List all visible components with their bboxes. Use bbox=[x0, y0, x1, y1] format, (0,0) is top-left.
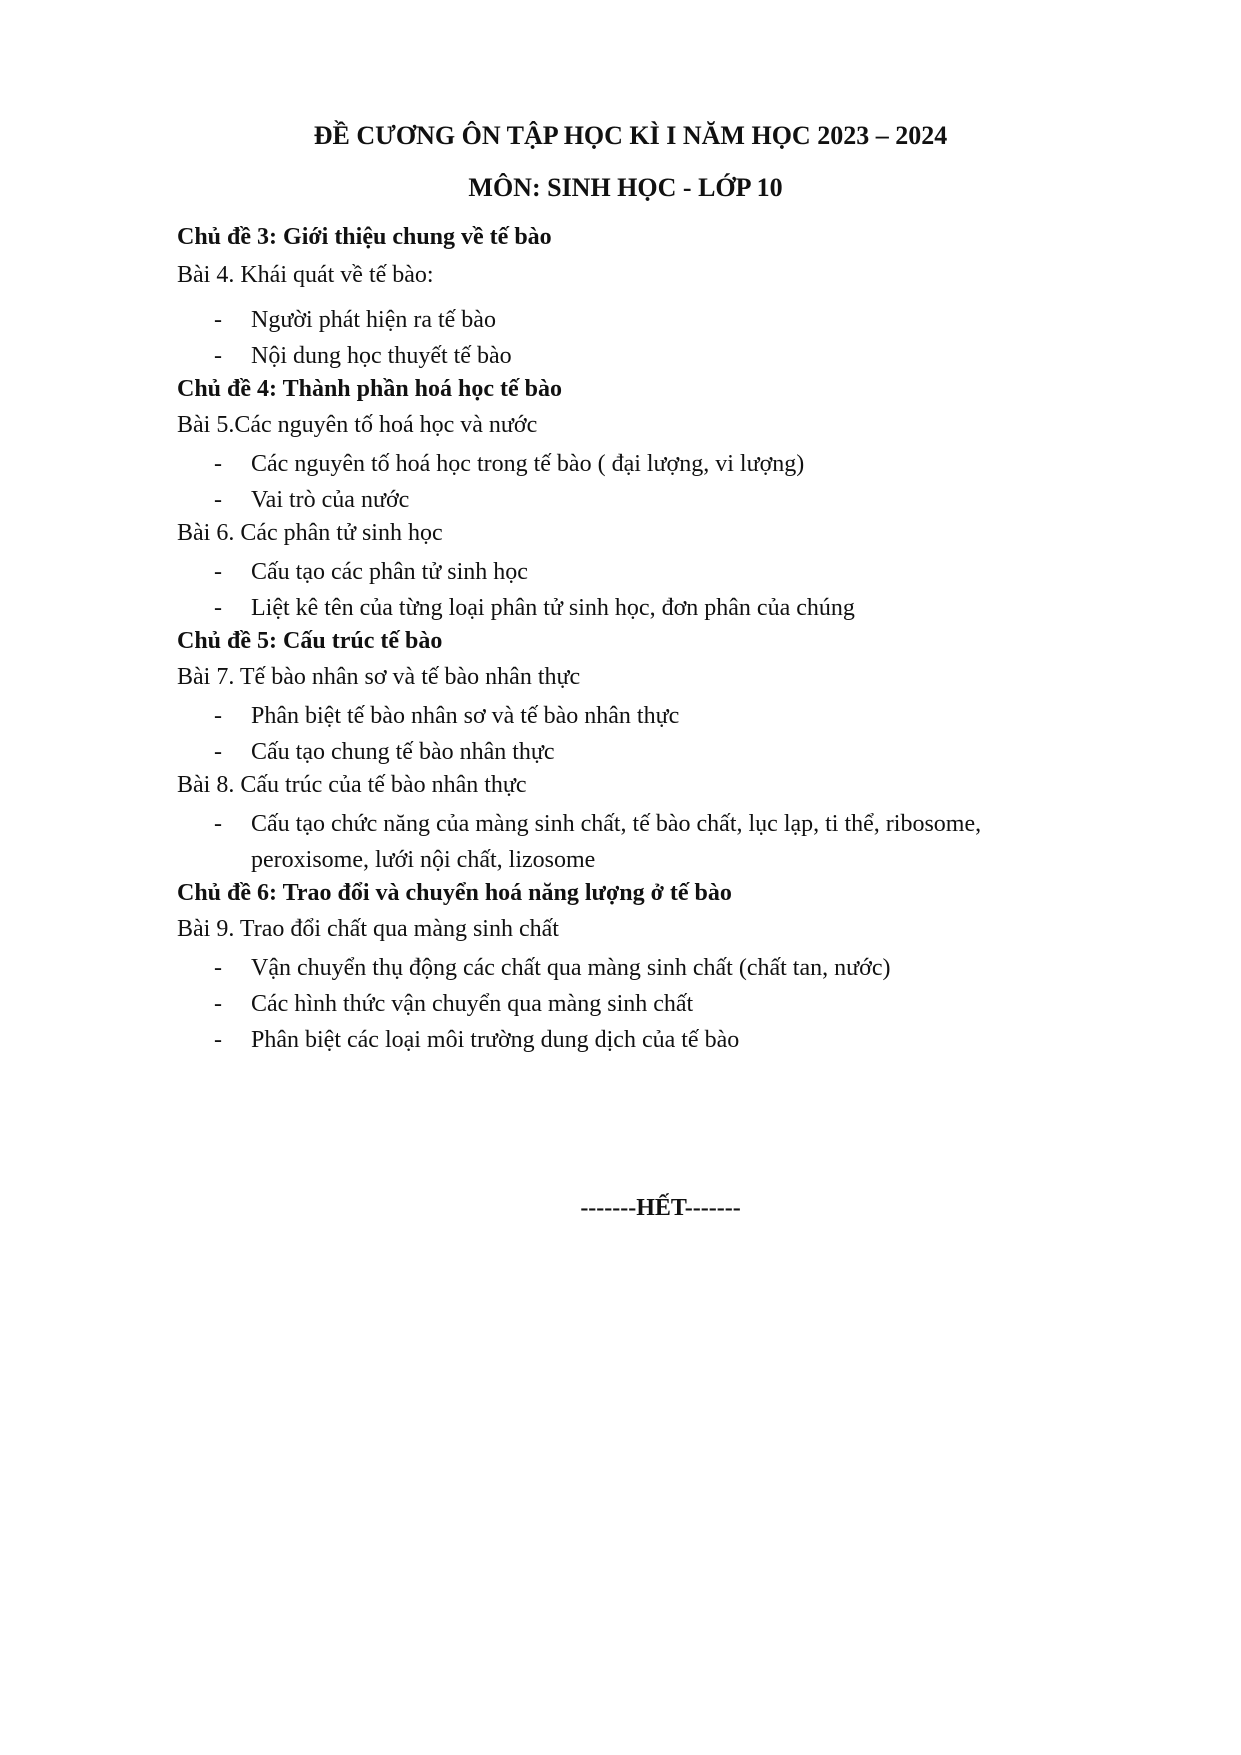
list-item bbox=[177, 1022, 1097, 1058]
bullet-dash: - bbox=[214, 955, 222, 981]
bullet-dash: - bbox=[214, 991, 222, 1017]
list-item-text: Người phát hiện ra tế bào bbox=[251, 307, 496, 333]
bullet-list bbox=[177, 446, 1097, 518]
end-marker: -------HẾT------- bbox=[580, 1195, 741, 1221]
list-item-text: Liệt kê tên của từng loại phân tử sinh học, đơn phân của chúng bbox=[251, 595, 855, 621]
document-title: ĐỀ CƯƠNG ÔN TẬP HỌC KÌ I NĂM HỌC 2023 – 2024 bbox=[313, 121, 948, 150]
list-item-text: Vai trò của nước bbox=[251, 487, 410, 513]
bullet-dash: - bbox=[214, 451, 222, 477]
bullet-list bbox=[177, 302, 1097, 374]
lesson-title: Bài 5.Các nguyên tố hoá học và nước bbox=[177, 412, 538, 438]
list-item-text: Phân biệt tế bào nhân sơ và tế bào nhân thực bbox=[251, 703, 680, 729]
list-item-text: Vận chuyển thụ động các chất qua màng sinh chất (chất tan, nước) bbox=[251, 955, 891, 981]
list-item-text: Nội dung học thuyết tế bào bbox=[251, 343, 512, 369]
list-item bbox=[177, 554, 1097, 590]
topic-heading: Chủ đề 6: Trao đổi và chuyển hoá năng lượng ở tế bào bbox=[177, 880, 732, 906]
list-item bbox=[177, 698, 1097, 734]
list-item bbox=[177, 806, 1097, 878]
lesson-title: Bài 9. Trao đổi chất qua màng sinh chất bbox=[177, 916, 559, 942]
bullet-dash: - bbox=[214, 307, 222, 333]
list-item bbox=[177, 950, 1097, 986]
bullet-list bbox=[177, 950, 1097, 1058]
lesson-title: Bài 8. Cấu trúc của tế bào nhân thực bbox=[177, 772, 527, 798]
list-item bbox=[177, 338, 1097, 374]
bullet-dash: - bbox=[214, 739, 222, 765]
bullet-dash: - bbox=[214, 595, 222, 621]
topic-heading: Chủ đề 4: Thành phần hoá học tế bào bbox=[177, 376, 563, 402]
document-subtitle: MÔN: SINH HỌC - LỚP 10 bbox=[468, 173, 783, 202]
bullet-dash: - bbox=[214, 1027, 222, 1053]
list-item bbox=[177, 986, 1097, 1022]
bullet-dash: - bbox=[214, 343, 222, 369]
list-item-text: Cấu tạo chức năng của màng sinh chất, tế bào chất, lục lạp, ti thể, ribosome, peroxisome, lưới nội chất, lizosome bbox=[251, 811, 982, 873]
bullet-list bbox=[177, 698, 1097, 770]
bullet-dash: - bbox=[214, 559, 222, 585]
lesson-title: Bài 7. Tế bào nhân sơ và tế bào nhân thực bbox=[177, 664, 581, 690]
list-item-text: Các nguyên tố hoá học trong tế bào ( đại lượng, vi lượng) bbox=[251, 451, 805, 477]
list-item bbox=[177, 590, 1097, 626]
list-item bbox=[177, 302, 1097, 338]
bullet-list bbox=[177, 806, 1097, 878]
bullet-dash: - bbox=[214, 703, 222, 729]
list-item bbox=[177, 482, 1097, 518]
topic-heading: Chủ đề 3: Giới thiệu chung về tế bào bbox=[177, 224, 552, 250]
lesson-title: Bài 6. Các phân tử sinh học bbox=[177, 520, 443, 546]
list-item-text: Cấu tạo chung tế bào nhân thực bbox=[251, 739, 555, 765]
topic-heading: Chủ đề 5: Cấu trúc tế bào bbox=[177, 628, 443, 654]
list-item-text: Phân biệt các loại môi trường dung dịch của tế bào bbox=[251, 1027, 740, 1053]
bullet-dash: - bbox=[214, 811, 222, 837]
bullet-list bbox=[177, 554, 1097, 626]
list-item bbox=[177, 734, 1097, 770]
bullet-dash: - bbox=[214, 487, 222, 513]
lesson-title: Bài 4. Khái quát về tế bào: bbox=[177, 262, 434, 288]
list-item bbox=[177, 446, 1097, 482]
list-item-text: Cấu tạo các phân tử sinh học bbox=[251, 559, 528, 585]
outline-content bbox=[177, 222, 1097, 1058]
list-item-text: Các hình thức vận chuyển qua màng sinh chất bbox=[251, 991, 694, 1017]
